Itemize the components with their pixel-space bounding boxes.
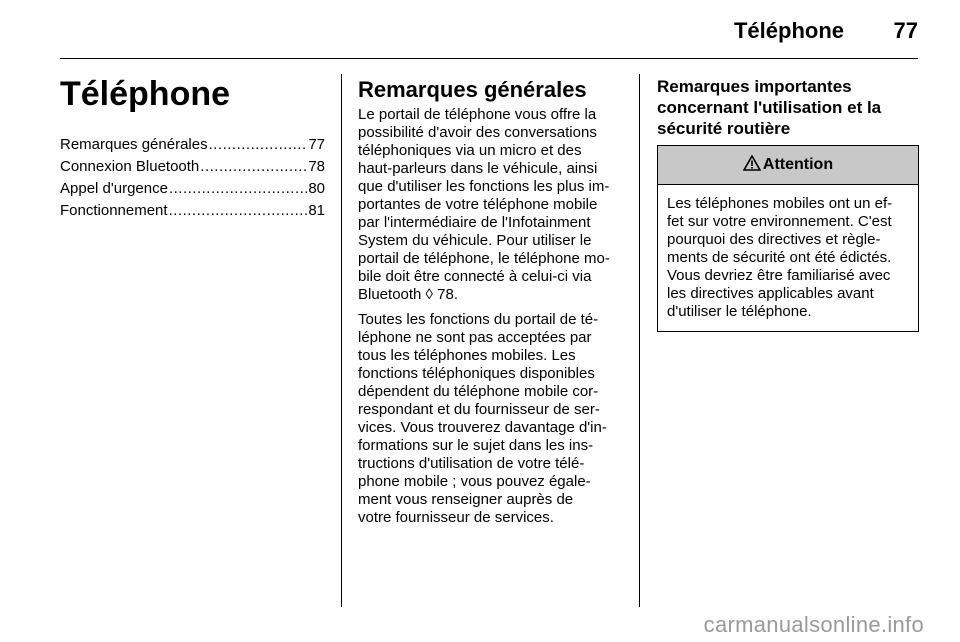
attention-header	[658, 146, 918, 185]
text-line: tous les téléphones mobiles. Les	[358, 347, 576, 364]
text-line: System du véhicule. Pour utiliser le	[358, 232, 592, 249]
text-line: portantes de votre téléphone mobile	[358, 196, 598, 213]
text-line: formations sur le sujet dans les ins-	[358, 437, 594, 454]
toc-leader	[169, 200, 308, 222]
toc-item[interactable]	[60, 178, 325, 200]
toc-item[interactable]	[60, 134, 325, 156]
chapter-column	[60, 74, 325, 222]
bluetooth-page-reference[interactable]: Bluetooth ◊ 78.	[358, 286, 458, 303]
section-heading: Remarques générales	[358, 77, 587, 102]
general-remarks-column	[358, 76, 624, 534]
text-line: ments de sécurité ont été édictés.	[667, 249, 892, 266]
text-line: léphone ne sont pas acceptées par	[358, 329, 592, 346]
text-line: possibilité d'avoir des conversations	[358, 124, 597, 141]
text-line: bile doit être connecté à celui-ci via	[358, 268, 592, 285]
text-line: Le portail de téléphone vous offre la	[358, 106, 597, 123]
attention-box	[657, 145, 919, 332]
text-line: téléphoniques via un micro et des	[358, 142, 582, 159]
paragraph-compatibility	[358, 311, 624, 527]
toc-item-label: Connexion Bluetooth	[60, 158, 200, 175]
text-line: les directives applicables avant	[667, 285, 874, 302]
text-line: dépendent du téléphone mobile cor-	[358, 383, 599, 400]
toc-item-label: Remarques générales	[60, 136, 208, 153]
toc-leader	[200, 156, 307, 178]
text-line: vices. Vous trouverez davantage d'in-	[358, 419, 607, 436]
heading-line: concernant l'utilisation et la	[657, 98, 882, 117]
toc-leader	[209, 134, 308, 156]
text-line: tructions d'utilisation de votre télé-	[358, 455, 585, 472]
toc-item-page: 81	[308, 202, 325, 219]
toc-item-label: Fonctionnement	[60, 202, 168, 219]
toc-item[interactable]	[60, 200, 325, 222]
text-line: votre fournisseur de services.	[358, 509, 554, 526]
safety-column	[657, 76, 919, 332]
toc-item-page: 80	[308, 180, 325, 197]
text-line: Vous devriez être familiarisé avec	[667, 267, 891, 284]
chapter-title: Téléphone	[60, 75, 231, 113]
text-line: par l'intermédiaire de l'Infotainment	[358, 214, 591, 231]
watermark: carmanualsonline.info	[703, 612, 924, 637]
safety-heading	[657, 76, 919, 139]
header-title: Téléphone	[733, 18, 844, 43]
heading-line: Remarques importantes	[657, 77, 852, 96]
attention-title: Attention	[762, 156, 834, 173]
attention-body	[658, 185, 918, 331]
toc-item[interactable]	[60, 156, 325, 178]
toc-item-label: Appel d'urgence	[60, 180, 168, 197]
text-line: ment vous renseigner auprès de	[358, 491, 574, 508]
text-line: pourquoi des directives et règle-	[667, 231, 881, 248]
toc-item-page: 78	[308, 158, 325, 175]
header-page-number: 77	[893, 18, 918, 43]
toc-item-page: 77	[308, 136, 325, 153]
text-line: respondant et du fournisseur de ser-	[358, 401, 600, 418]
header-rule	[60, 58, 918, 59]
text-line: Toutes les fonctions du portail de té-	[358, 311, 599, 328]
text-line: haut-parleurs dans le véhicule, ainsi	[358, 160, 598, 177]
text-line: phone mobile ; vous pouvez égale-	[358, 473, 591, 490]
toc-leader	[169, 178, 307, 200]
table-of-contents	[60, 134, 325, 222]
text-line: fonctions téléphoniques disponibles	[358, 365, 595, 382]
text-line: fet sur votre environnement. C'est	[667, 213, 892, 230]
text-line: que d'utiliser les fonctions les plus im-	[358, 178, 610, 195]
column-divider-right	[639, 74, 640, 607]
column-divider-left	[341, 74, 342, 607]
heading-line: sécurité routière	[657, 119, 791, 138]
text-line: portail de téléphone, le téléphone mo-	[358, 250, 610, 267]
paragraph-intro	[358, 106, 624, 304]
warning-triangle-icon	[743, 155, 761, 176]
text-line: Les téléphones mobiles ont un ef-	[667, 195, 893, 212]
text-line: d'utiliser le téléphone.	[667, 303, 812, 320]
